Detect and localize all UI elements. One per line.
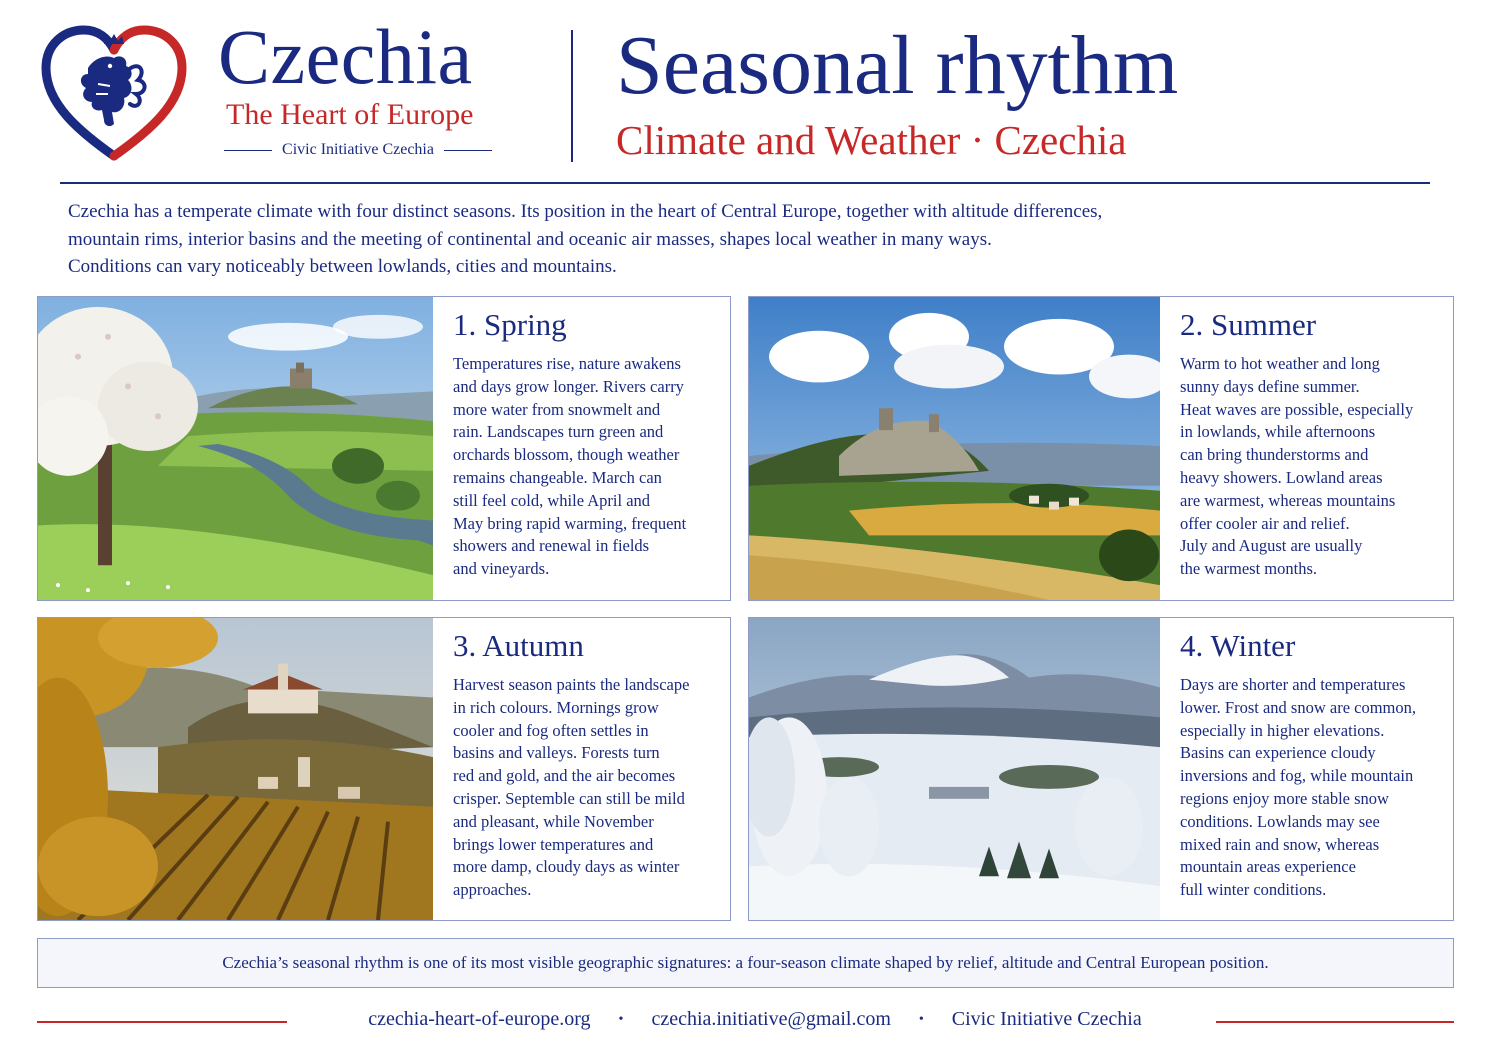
autumn-landscape-image <box>38 618 433 920</box>
body-line: crisper. Septemble can still be mild <box>453 788 685 808</box>
summer-text <box>1160 297 1454 600</box>
body-line: lower. Frost and snow are common, <box>1180 697 1417 717</box>
footer-rule-right <box>1216 1021 1454 1023</box>
intro-paragraph <box>68 198 1348 281</box>
body-line: rain. Landscapes turn green and <box>453 422 664 442</box>
body-line: still feel cold, while April and <box>453 490 651 510</box>
heart-lion-logo <box>40 24 188 164</box>
civic-dash-right <box>444 150 492 151</box>
brand-civic-line <box>224 142 492 158</box>
body-line: more water from snowmelt and <box>453 399 661 419</box>
body-line: sunny days define summer. <box>1180 376 1360 396</box>
body-line: especially in higher elevations. <box>1180 720 1385 740</box>
intro-line: Conditions can vary noticeably between lowlands, cities and mountains. <box>68 256 617 277</box>
footer-rule-left <box>37 1021 287 1023</box>
footer-separator: • <box>618 1011 624 1027</box>
body-line: mountain areas experience <box>1180 857 1356 877</box>
body-line: Warm to hot weather and long <box>1180 354 1380 373</box>
body-line: are warmest, whereas mountains <box>1180 490 1396 510</box>
body-line: Basins can experience cloudy <box>1180 743 1376 763</box>
body-line: and pleasant, while November <box>453 811 654 831</box>
body-line: May bring rapid warming, frequent <box>453 513 687 533</box>
body-line: cooler and fog often settles in <box>453 720 649 740</box>
season-body-spring <box>453 353 686 581</box>
footer <box>0 1004 1491 1040</box>
body-line: Days are shorter and temperatures <box>1180 675 1406 694</box>
conclusion-text: Czechia’s seasonal rhythm is one of its most visible geographic signatures: a four-season climate shaped by relief, altitude and Central European position. <box>222 953 1269 972</box>
body-line: brings lower temperatures and <box>453 834 654 854</box>
body-line: red and gold, and the air becomes <box>453 766 676 786</box>
season-card-spring <box>37 296 731 601</box>
header <box>0 0 1491 185</box>
spring-landscape-image <box>38 297 433 600</box>
season-card-summer <box>748 296 1454 601</box>
page-title: Seasonal rhythm <box>616 19 1179 112</box>
body-line: the warmest months. <box>1180 559 1318 579</box>
body-line: mixed rain and snow, whereas <box>1180 834 1380 854</box>
body-line: heavy showers. Lowland areas <box>1180 467 1383 487</box>
body-line: approaches. <box>453 880 532 900</box>
footer-website-link[interactable]: czechia-heart-of-europe.org <box>368 1008 591 1030</box>
season-card-winter <box>748 617 1454 921</box>
body-line: showers and renewal in fields <box>453 536 650 556</box>
season-body-autumn <box>453 674 689 902</box>
brand-civic-text: Civic Initiative Czechia <box>282 141 434 158</box>
season-title-autumn: 3. Autumn <box>453 628 584 663</box>
intro-line: mountain rims, interior basins and the meeting of continental and oceanic air masses, shapes local weather in many ways. <box>68 228 992 250</box>
footer-email-link[interactable]: czechia.initiative@gmail.com <box>651 1008 891 1030</box>
conclusion-box <box>37 938 1454 988</box>
body-line: Temperatures rise, nature awakens <box>453 354 681 373</box>
body-line: offer cooler air and relief. <box>1180 513 1350 533</box>
summer-landscape-image <box>749 297 1160 600</box>
season-body-summer <box>1180 353 1413 581</box>
footer-links <box>300 1008 1210 1031</box>
body-line: can bring thunderstorms and <box>1180 445 1369 465</box>
body-line: conditions. Lowlands may see <box>1180 811 1380 831</box>
season-title-spring: 1. Spring <box>453 307 567 342</box>
brand-subtitle: The Heart of Europe <box>226 98 474 131</box>
winter-text <box>1160 618 1454 920</box>
body-line: more damp, cloudy days as winter <box>453 857 680 877</box>
civic-dash-left <box>224 150 272 151</box>
season-title-summer: 2. Summer <box>1180 307 1317 342</box>
body-line: and vineyards. <box>453 559 550 579</box>
winter-landscape-image <box>749 618 1160 920</box>
body-line: regions enjoy more stable snow <box>1180 788 1389 808</box>
header-divider <box>571 30 573 162</box>
body-line: in lowlands, while afternoons <box>1180 422 1376 442</box>
autumn-text <box>433 618 731 920</box>
header-rule <box>60 182 1430 184</box>
season-card-autumn <box>37 617 731 921</box>
body-line: full winter conditions. <box>1180 880 1327 900</box>
body-line: orchards blossom, though weather <box>453 445 680 465</box>
body-line: inversions and fog, while mountain <box>1180 766 1414 786</box>
season-body-winter <box>1180 674 1416 902</box>
body-line: in rich colours. Mornings grow <box>453 697 659 717</box>
intro-line: Czechia has a temperate climate with four distinct seasons. Its position in the heart of Central Europe, together with altitude differences, <box>68 201 1103 222</box>
body-line: July and August are usually <box>1180 536 1363 556</box>
body-line: remains changeable. March can <box>453 467 662 487</box>
body-line: Harvest season paints the landscape <box>453 675 690 694</box>
body-line: and days grow longer. Rivers carry <box>453 376 684 396</box>
footer-org-name: Civic Initiative Czechia <box>951 1008 1142 1030</box>
footer-separator: • <box>918 1011 924 1027</box>
season-title-winter: 4. Winter <box>1180 628 1296 663</box>
brand-title: Czechia <box>218 13 473 100</box>
body-line: Heat waves are possible, especially <box>1180 399 1414 419</box>
body-line: basins and valleys. Forests turn <box>453 743 660 763</box>
spring-text <box>433 297 731 600</box>
page-subtitle: Climate and Weather · Czechia <box>616 117 1127 163</box>
